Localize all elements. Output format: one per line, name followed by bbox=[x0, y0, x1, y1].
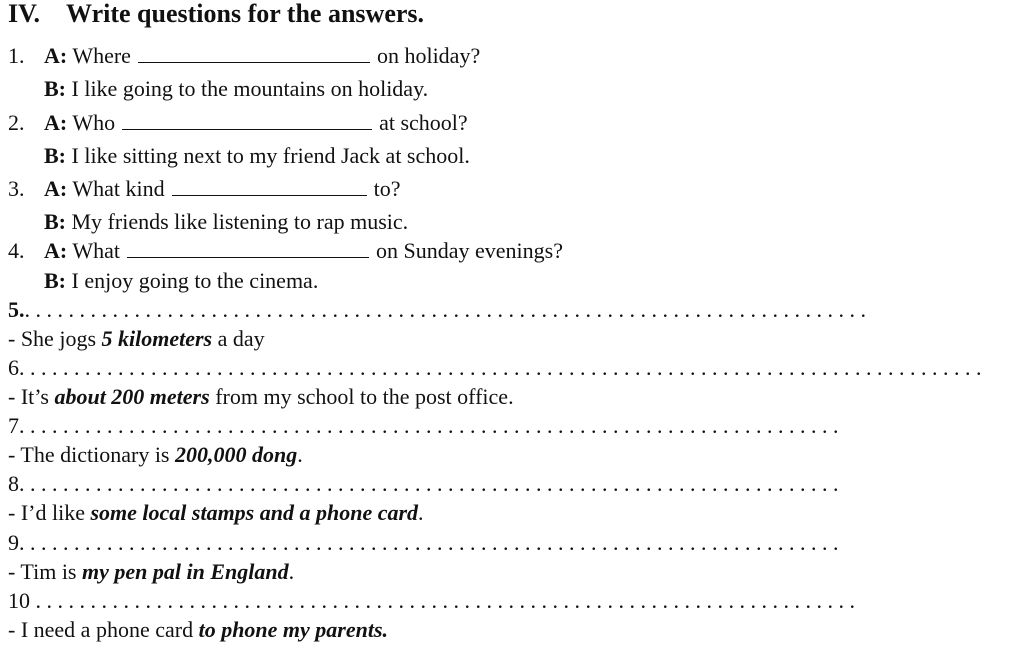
item-number: 9 bbox=[8, 530, 19, 555]
question-number: 1. bbox=[8, 43, 25, 68]
answer-blank[interactable] bbox=[138, 44, 370, 63]
write-dots: . . . . . . . . . . . . . . . . . . . . . . . . . . . . . . . . . . . . . . . . . . . . . . . . . . . . . . . . . . . . . . . . . . . . . . . . . . . bbox=[30, 588, 855, 613]
question-end: to? bbox=[373, 176, 401, 201]
answer-prefix: - Tim is bbox=[8, 559, 82, 584]
answer-emphasis: 5 kilometers bbox=[101, 326, 213, 351]
speaker-b-label: B: bbox=[44, 143, 66, 168]
answer-row-2 bbox=[44, 143, 470, 169]
given-answer-7 bbox=[8, 442, 303, 468]
item-number: 5. bbox=[8, 297, 25, 322]
answer-emphasis: to phone my parents. bbox=[198, 617, 389, 642]
given-answer-8 bbox=[8, 500, 424, 526]
answer-blank[interactable] bbox=[127, 239, 369, 258]
answer-prefix: - I need a phone card bbox=[8, 617, 199, 642]
answer-prefix: - The dictionary is bbox=[8, 442, 175, 467]
dotted-line-6[interactable] bbox=[8, 355, 982, 381]
question-row-4 bbox=[8, 238, 563, 264]
answer-text: I like going to the mountains on holiday. bbox=[71, 76, 429, 101]
question-row-3 bbox=[8, 176, 400, 202]
answer-blank[interactable] bbox=[122, 111, 372, 130]
item-number: 7 bbox=[8, 413, 19, 438]
write-dots: . . . . . . . . . . . . . . . . . . . . . . . . . . . . . . . . . . . . . . . . . . . . . . . . . . . . . . . . . . . . . . . . . . . . . . . . . . . bbox=[19, 530, 839, 555]
dotted-line-9[interactable] bbox=[8, 530, 839, 556]
given-answer-6 bbox=[8, 384, 514, 410]
answer-row-1 bbox=[44, 76, 428, 102]
question-start: Where bbox=[72, 43, 131, 68]
item-number: 10 bbox=[8, 588, 30, 613]
answer-suffix: . bbox=[297, 442, 303, 467]
answer-suffix: from my school to the post office. bbox=[209, 384, 514, 409]
write-dots: . . . . . . . . . . . . . . . . . . . . . . . . . . . . . . . . . . . . . . . . . . . . . . . . . . . . . . . . . . . . . . . . . . . . . . . . . . . bbox=[19, 471, 839, 496]
speaker-a-label: A: bbox=[44, 238, 68, 263]
write-dots: . . . . . . . . . . . . . . . . . . . . . . . . . . . . . . . . . . . . . . . . . . . . . . . . . . . . . . . . . . . . . . . . . . . . . . . . . . . bbox=[19, 413, 839, 438]
question-end: on holiday? bbox=[376, 43, 481, 68]
answer-prefix: - It’s bbox=[8, 384, 55, 409]
answer-row-4 bbox=[44, 268, 318, 294]
write-dots: . . . . . . . . . . . . . . . . . . . . . . . . . . . . . . . . . . . . . . . . . . . . . . . . . . . . . . . . . . . . . . . . . . . . . . . . . . . . . . . . . . . . . . . bbox=[24, 355, 982, 380]
answer-row-3 bbox=[44, 209, 408, 235]
question-end: on Sunday evenings? bbox=[375, 238, 563, 263]
speaker-b-label: B: bbox=[44, 76, 66, 101]
answer-emphasis: some local stamps and a phone card bbox=[90, 500, 419, 525]
answer-prefix: - I’d like bbox=[8, 500, 91, 525]
question-row-1 bbox=[8, 43, 480, 69]
question-start: What bbox=[72, 238, 120, 263]
question-start: Who bbox=[72, 110, 116, 135]
speaker-b-label: B: bbox=[44, 209, 66, 234]
speaker-a-label: A: bbox=[44, 176, 68, 201]
given-answer-5 bbox=[8, 326, 265, 352]
question-start: What kind bbox=[72, 176, 165, 201]
exercise-number: IV. bbox=[8, 0, 41, 28]
speaker-a-label: A: bbox=[44, 43, 68, 68]
answer-emphasis: 200,000 dong bbox=[175, 442, 298, 467]
answer-prefix: - She jogs bbox=[8, 326, 102, 351]
question-end: at school? bbox=[379, 110, 468, 135]
exercise-title bbox=[8, 1, 424, 27]
dotted-line-8[interactable] bbox=[8, 471, 839, 497]
dotted-line-10[interactable] bbox=[8, 588, 855, 614]
exercise-instruction: Write questions for the answers. bbox=[66, 0, 425, 28]
question-number: 3. bbox=[8, 176, 25, 201]
speaker-b-label: B: bbox=[44, 268, 66, 293]
write-dots: . . . . . . . . . . . . . . . . . . . . . . . . . . . . . . . . . . . . . . . . . . . . . . . . . . . . . . . . . . . . . . . . . . . . . . . . . . . . . bbox=[24, 297, 866, 322]
dotted-line-7[interactable] bbox=[8, 413, 839, 439]
item-number: 6. bbox=[8, 355, 25, 380]
answer-emphasis: about 200 meters bbox=[54, 384, 210, 409]
question-number: 2. bbox=[8, 110, 25, 135]
answer-text: I like sitting next to my friend Jack at school. bbox=[71, 143, 470, 168]
answer-text: I enjoy going to the cinema. bbox=[71, 268, 319, 293]
answer-blank[interactable] bbox=[172, 177, 367, 196]
question-row-2 bbox=[8, 110, 468, 136]
speaker-a-label: A: bbox=[44, 110, 68, 135]
dotted-line-5[interactable] bbox=[8, 297, 866, 323]
answer-suffix: . bbox=[418, 500, 424, 525]
answer-suffix: . bbox=[288, 559, 295, 584]
given-answer-10 bbox=[8, 617, 388, 643]
answer-emphasis: my pen pal in England bbox=[82, 559, 289, 584]
answer-suffix: a day bbox=[212, 326, 265, 351]
answer-text: My friends like listening to rap music. bbox=[71, 209, 409, 234]
given-answer-9 bbox=[8, 559, 294, 585]
item-number: 8 bbox=[8, 471, 19, 496]
question-number: 4. bbox=[8, 238, 25, 263]
